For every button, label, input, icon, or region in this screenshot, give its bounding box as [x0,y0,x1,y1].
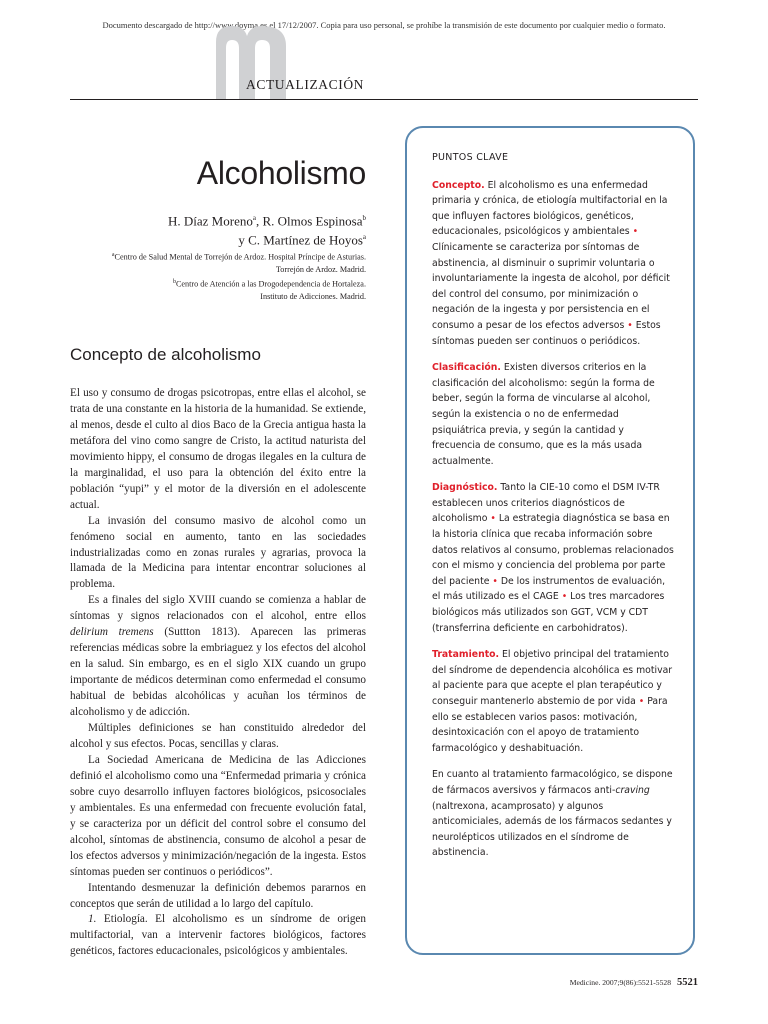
bullet-icon: • [627,319,633,331]
page-number: 5521 [677,977,698,988]
section-heading: Concepto de alcoholismo [70,345,261,364]
body-paragraph: Intentando desmenuzar la definición debemos pararnos en conceptos que serán de utilidad a lo largo del capítulo. [70,881,366,910]
download-notice: Documento descargado de http://www.doyma.es el 17/12/2007. Copia para uso personal, se prohíbe la transmisión de este documento por cualquier medio o formato. [102,20,666,30]
author-list [168,210,366,249]
key-points-heading: PUNTOS CLAVE [432,152,509,163]
key-point-clasificacion: Clasificación. Existen diversos criterios en la clasificación del alcoholismo: según la forma de beber, según la forma de vincularse al alcohol, según la existencia o no de enfermedad psiquiátrica previa, y según la cantidad y frecuencia de consumo, que es la más usada actualmente. [432,362,655,467]
section-label: ACTUALIZACIÓN [246,77,365,92]
body-paragraph: Es a finales del siglo XVIII cuando se comienza a hablar de síntomas y signos relacionados con el alcohol, entre ellos delirium tremens (Suttton 1813). Aparecen las primeras referencias médicas sobre la embriaguez y los efectos del alcohol en la salud. Sin embargo, es en el siglo XIX cuando un grupo importante de médicos determinan como enfermedad el consumo habitual de bebidas alcohólicas y acuñan los términos de alcoholismo y de adicción. [70,594,366,719]
header-rule [70,99,698,100]
key-point-diagnostico: Diagnóstico. Tanto la CIE-10 como el DSM IV-TR establecen unos criterios diagnósticos de alcoholismo • La estrategia diagnóstica se basa en la historia clínica que recaba información sobre datos relativos al consumo, problemas relacionados con el mismo y conciencia del problema por parte del paciente • De los instrumentos de evaluación, el más utilizado es el CAGE • Los tres marcadores biológicos más utilizados son GGT, VCM y CDT (transferrina deficiente en carbohidratos). [432,482,674,634]
body-paragraph: El uso y consumo de drogas psicotropas, entre ellas el alcohol, se trata de una constante en la historia de la humanidad. Se extiende, al menos, desde el culto al dios Baco de la Grecia antigua hasta la metáfora del vino como sangre de Cristo, la actitud naturista del movimiento hippy, el consumo de drogas ilegales en la cultura de la marginalidad, el uso para la obtención del éxito entre la población “yupi” y el motor de la diversión en el adolescente actual. [70,387,366,511]
author-line-2: y C. Martínez de Hoyos$^a$ [238,232,366,248]
affiliations [112,249,366,304]
affiliation-a-city: Torrejón de Ardoz. Madrid. [275,265,366,275]
bullet-icon: • [492,575,498,587]
key-point-tratamiento: Tratamiento. El objetivo principal del tratamiento del síndrome de dependencia alcohólica es motivar al paciente para que acepte el plan terapéutico y conseguir mantenerlo abstemio de por vida • Para ello se establecen varios pasos: motivación, desintoxicación con el apoyo de tratamiento farmacológico y deshabituación. [432,649,673,754]
citation: Medicine. 2007;9(86):5521-5528 [569,978,671,987]
bullet-icon: • [561,591,568,603]
bullet-icon: • [632,226,639,238]
body-paragraph: La Sociedad Americana de Medicina de las Adicciones definió el alcoholismo como una “Enfermedad primaria y crónica sobre cuyo desarrollo influyen factores biológicos, psicosociales y ambientales. Es una enfermedad con frecuente evolución fatal, y se caracteriza por un déficit del control sobre el consumo del alcohol, síntomas de abstinencia, consumo de alcohol a pesar de los efectos adversos y minimización/negación de la ingesta. Estos síntomas pueden ser continuos o periódicos”. [70,753,366,878]
article-body [70,386,366,960]
author-line-1: H. Díaz Moreno$^a$, R. Olmos Espinosa$^b$ [168,213,366,229]
body-paragraph: Múltiples definiciones se han constituido alrededor del alcohol y sus efectos. Pocas, sencillas y claras. [70,722,366,750]
body-paragraph: La invasión del consumo masivo de alcohol como un fenómeno social en aumento, tanto en las sociedades industrializadas como en zonas rurales y agrarias, provoca la llamada de la Medicina para intentar encontrar soluciones al problema. [70,514,366,591]
article-title: Alcoholismo [196,155,366,191]
affiliation-a: $^a$Centro de Salud Mental de Torrejón de Ardoz. Hospital Príncipe de Asturias. [111,252,366,262]
bullet-icon: • [638,696,645,707]
affiliation-b: $^b$Centro de Atención a las Drogodependencia de Hortaleza. [172,279,366,290]
affiliation-b-city: Instituto de Adicciones. Madrid. [260,292,366,302]
bullet-icon: • [490,513,496,525]
page-footer [570,977,698,988]
body-paragraph: 1. Etiología. El alcoholismo es un síndrome de origen multifactorial, van a intervenir factores biológicos, factores genéticos, factores educacionales, psicológicos y ambientales. [70,913,366,958]
key-point-concepto: Concepto. El alcoholismo es una enfermedad primaria y crónica, de etiología multifactorial en la que influyen factores biológicos, genéticos, educacionales, psicológicos y ambientales • Clínicamente se caracteriza por síntomas de abstinencia, al disminuir o suprimir voluntaria o involuntariamente la ingesta de alcohol, por déficit del control del consumo, por minimización o negación de la ingesta y por persistencia en el consumo a pesar de los efectos adversos • Estos síntomas pueden ser continuos o periódicos. [432,179,670,347]
key-point-farmacologico: En cuanto al tratamiento farmacológico, se dispone de fármacos aversivos y fármacos anti-craving (naltrexona, acamprosato) y algunos anticomiciales, además de los fármacos sedantes y neurolépticos utilizados en el síndrome de abstinencia. [432,769,673,859]
key-points-content [432,150,674,872]
